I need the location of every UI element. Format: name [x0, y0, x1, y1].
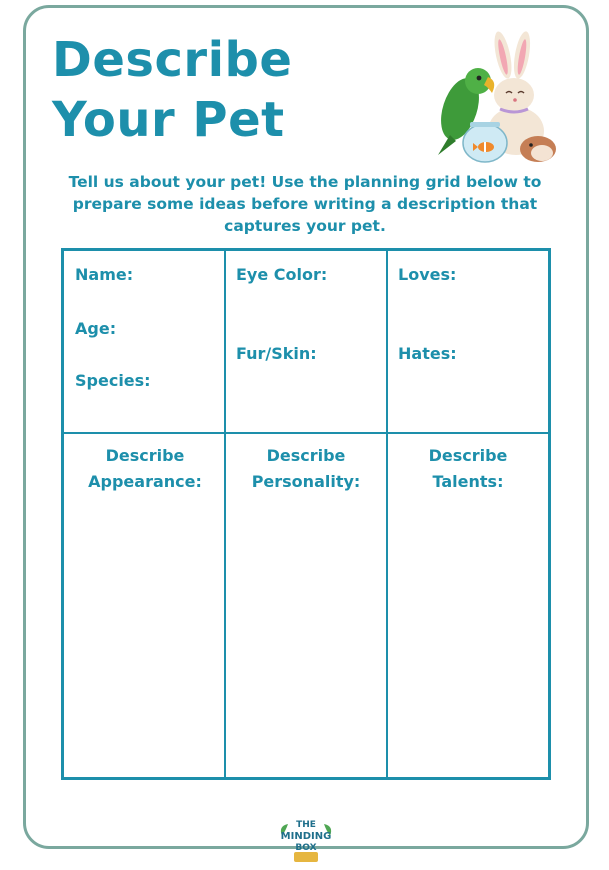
personality-header-line1: Describe [266, 446, 346, 465]
loves-label: Loves: [398, 265, 457, 284]
grid-divider [224, 251, 226, 777]
appearance-header-line2: Appearance: [88, 472, 202, 491]
personality-header [227, 443, 385, 495]
intro-text: Tell us about your pet! Use the planning grid below to prepare some ideas before writing a description that captures your pet. [68, 173, 542, 235]
age-label: Age: [75, 319, 117, 338]
grid-divider [386, 251, 388, 777]
grid-divider [64, 432, 548, 434]
logo-line1: THE [296, 820, 316, 830]
page-title: Describe Your Pet [52, 32, 293, 148]
minding-box-logo [276, 816, 336, 866]
species-label: Species: [75, 371, 151, 390]
hates-label: Hates: [398, 344, 457, 363]
logo-line3: BOX [295, 843, 317, 853]
eye-color-label: Eye Color: [236, 265, 328, 284]
appearance-header-line1: Describe [105, 446, 185, 465]
fur-skin-label: Fur/Skin: [236, 344, 317, 363]
talents-header [389, 443, 547, 495]
name-label: Name: [75, 265, 134, 284]
talents-header-line2: Talents: [432, 472, 504, 491]
pets-illustration [430, 25, 560, 167]
planning-grid [61, 248, 551, 780]
appearance-header [66, 443, 224, 495]
personality-header-line2: Personality: [251, 472, 361, 491]
talents-header-line1: Describe [428, 446, 508, 465]
logo-line2: MINDING [280, 831, 332, 842]
